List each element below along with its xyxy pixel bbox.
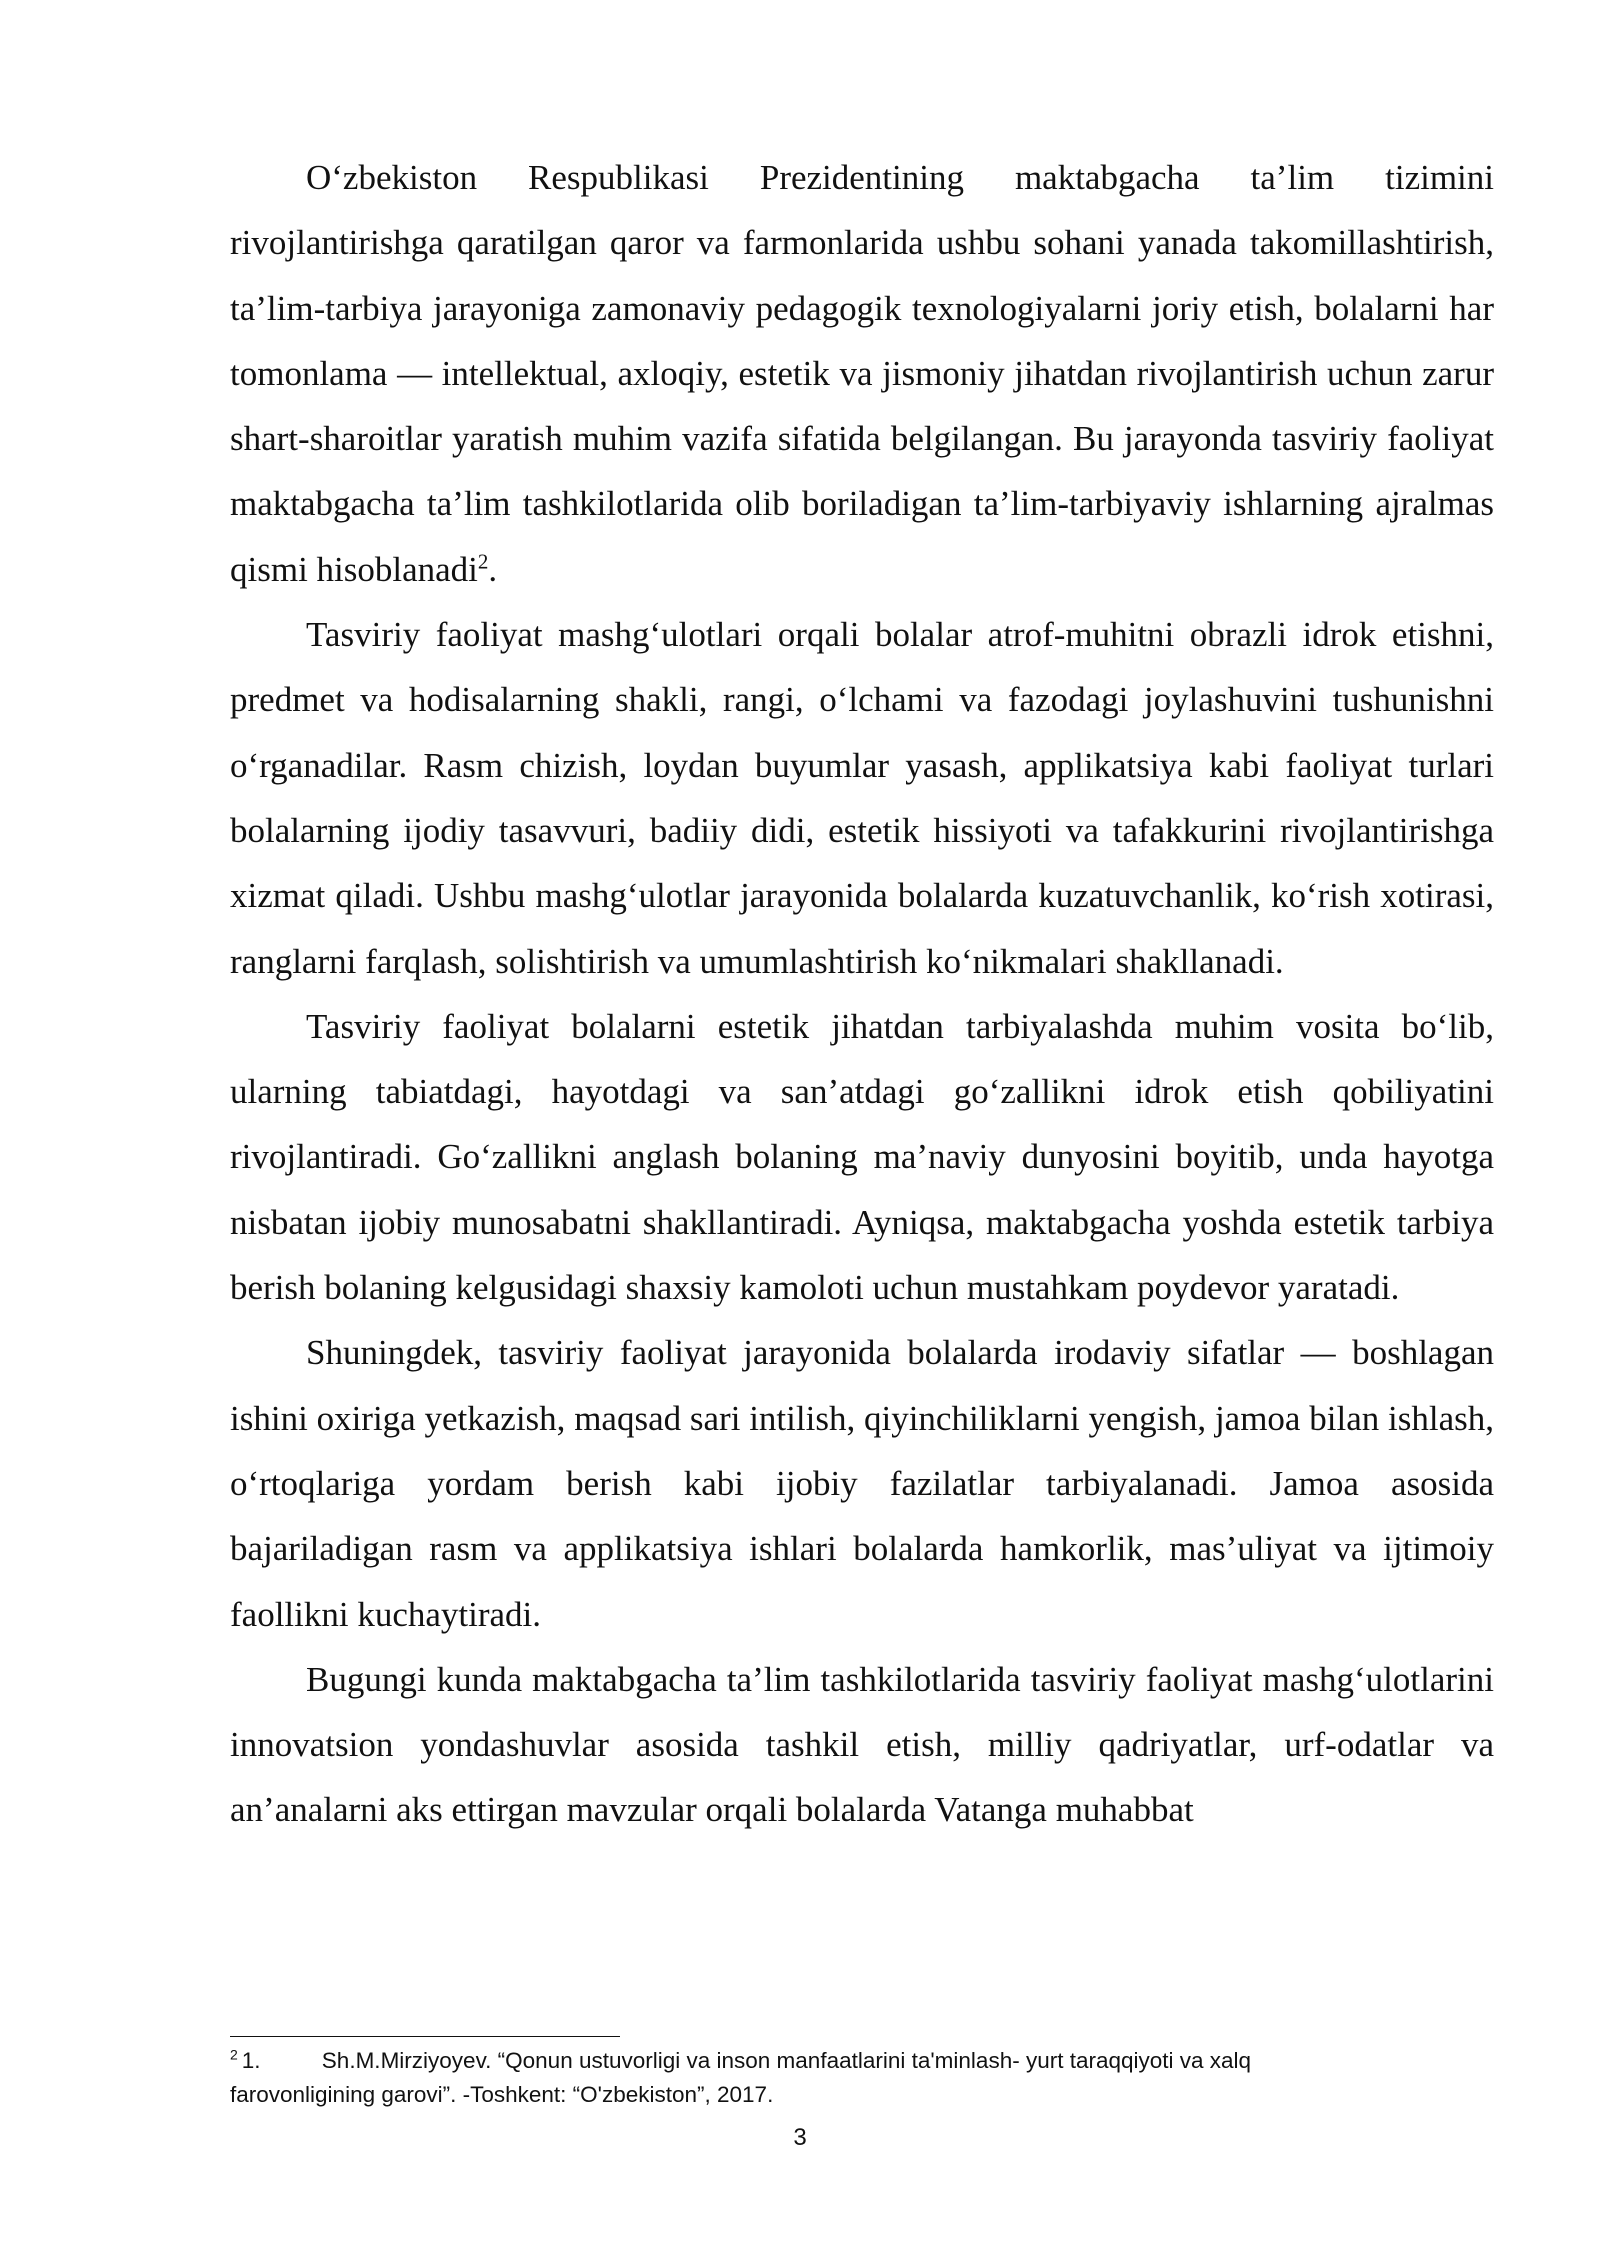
paragraph-2: Tasviriy faoliyat mashg‘ulotlari orqali bolalar atrof-muhitni obrazli idrok etishni, predmet va hodisalarning shakli, rangi, o‘lchami va fazodagi joylashuvini tushunishni o‘rganadilar. Rasm chizish, loydan buyumlar yasash, applikatsiya kabi faoliyat turlari bolalarning ijodiy tasavvuri, badiiy didi, estetik hissiyoti va tafakkurini rivojlantirishga xizmat qiladi. Ushbu mashg‘ulotlar jarayonida bolalarda kuzatuvchanlik, ko‘rish xotirasi, ranglarni farqlash, solishtirish va umumlashtirish ko‘nikmalari shakllanadi. [230, 615, 1494, 981]
paragraph-1-text: O‘zbekiston Respublikasi Prezidentining maktabgacha ta’lim tizimini rivojlantirishga qaratilgan qaror va farmonlarida ushbu sohani yanada takomillashtirish, ta’lim-tarbiya jarayoniga zamonaviy pedagogik texnologiyalarni joriy etish, bolalarni har tomonlama — intellektual, axloqiy, estetik va jismoniy jihatdan rivojlantirish uchun zarur shart-sharoitlar yaratish muhim vazifa sifatida belgilangan. Bu jarayonda tasviriy faoliyat maktabgacha ta’lim tashkilotlarida olib boriladigan ta’lim-tarbiyaviy ishlarning ajralmas qismi hisoblanadi [230, 158, 1494, 589]
footnote-mark: 2 [230, 2046, 238, 2063]
paragraph-1-end: . [488, 549, 498, 589]
paragraph-1 [230, 145, 1494, 602]
footnote-separator [230, 2036, 620, 2037]
paragraph-3: Tasviriy faoliyat bolalarni estetik jihatdan tarbiyalashda muhim vosita bo‘lib, ularning tabiatdagi, hayotdagi va san’atdagi go‘zallikni idrok etish qobiliyatini rivojlantiradi. Go‘zallikni anglash bolaning ma’naviy dunyosini boyitib, unda hayotga nisbatan ijobiy munosabatni shakllantiradi. Ayniqsa, maktabgacha yoshda estetik tarbiya berish bolaning kelgusidagi shaxsiy kamoloti uchun mustahkam poydevor yaratadi. [230, 1006, 1494, 1308]
footnote-text: Sh.M.Mirziyoyev. “Qonun ustuvorligi va inson manfaatlarini ta'minlash- yurt taraqqiyoti va xalq farovonligining garovi”. -Toshkent: “O'zbekiston”, 2017. [230, 2048, 1252, 2107]
page-number: 3 [793, 2124, 807, 2151]
paragraph-4: Shuningdek, tasviriy faoliyat jarayonida bolalarda irodaviy sifatlar — boshlagan ishini oxiriga yetkazish, maqsad sari intilish, qiyinchiliklarni yengish, jamoa bilan ishlash, o‘rtoqlariga yordam berish kabi ijobiy fazilatlar tarbiyalanadi. Jamoa asosida bajariladigan rasm va applikatsiya ishlari bolalarda hamkorlik, mas’uliyat va ijtimoiy faollikni kuchaytiradi. [230, 1333, 1494, 1634]
footnote [230, 2044, 1380, 2112]
body-text [230, 145, 1494, 1843]
footnote-number: 1. [241, 2048, 261, 2073]
paragraph-5: Bugungi kunda maktabgacha ta’lim tashkilotlarida tasviriy faoliyat mashg‘ulotlarini innovatsion yondashuvlar asosida tashkil etish, milliy qadriyatlar, urf-odatlar va an’analarni aks ettirgan mavzular orqali bolalarda Vatanga muhabbat [230, 1659, 1494, 1830]
footnote-reference[interactable]: 2 [477, 549, 489, 574]
